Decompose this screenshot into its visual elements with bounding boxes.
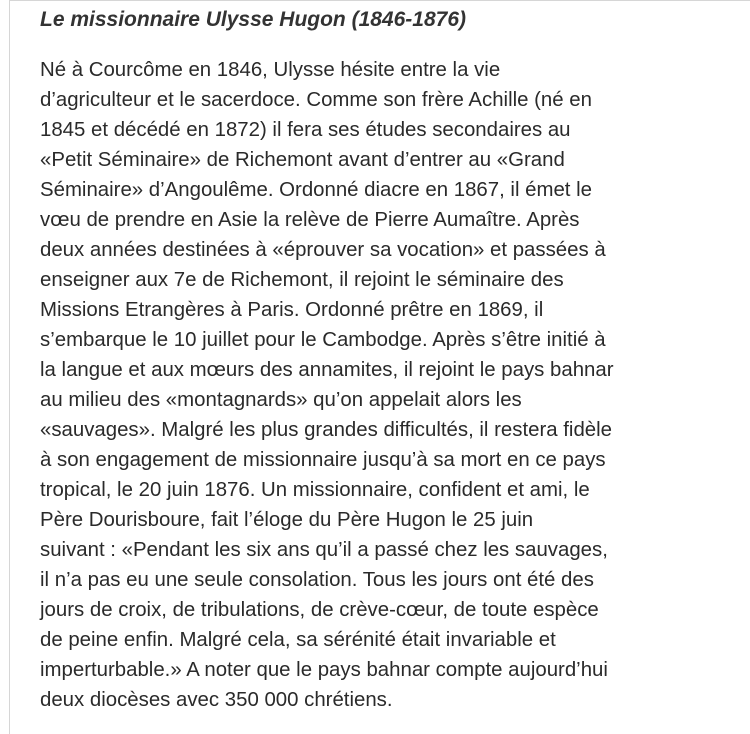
body-line: Missions Etrangères à Paris. Ordonné prêtre en 1869, il	[40, 299, 544, 321]
body-line: suivant : «Pendant les six ans qu’il a passé chez les sauvages,	[40, 539, 608, 561]
body-line: de peine enfin. Malgré cela, sa sérénité était invariable et	[40, 629, 556, 651]
body-line: Séminaire» d’Angoulême. Ordonné diacre en 1867, il émet le	[40, 179, 593, 201]
body-line: au milieu des «montagnards» qu’on appelait alors les	[40, 389, 522, 411]
article-title: Le missionnaire Ulysse Hugon (1846-1876)	[40, 8, 466, 31]
body-line: Père Dourisboure, fait l’éloge du Père Hugon le 25 juin	[40, 509, 534, 531]
body-line: deux années destinées à «éprouver sa vocation» et passées à	[40, 239, 606, 261]
body-line: Né à Courcôme en 1846, Ulysse hésite entre la vie	[40, 59, 501, 81]
body-line: la langue et aux mœurs des annamites, il rejoint le pays bahnar	[40, 359, 614, 381]
body-line: il n’a pas eu une seule consolation. Tous les jours ont été des	[40, 569, 594, 591]
body-line: enseigner aux 7e de Richemont, il rejoint le séminaire des	[40, 269, 564, 291]
body-line: jours de croix, de tribulations, de crève-cœur, de toute espèce	[40, 599, 599, 621]
body-line: deux diocèses avec 350 000 chrétiens.	[40, 689, 393, 711]
body-line: s’embarque le 10 juillet pour le Cambodge. Après s’être initié à	[40, 329, 606, 351]
body-line: tropical, le 20 juin 1876. Un missionnaire, confident et ami, le	[40, 479, 590, 501]
body-line: vœu de prendre en Asie la relève de Pierre Aumaître. Après	[40, 209, 580, 231]
article-body	[40, 55, 750, 715]
body-line: «Petit Séminaire» de Richemont avant d’entrer au «Grand	[40, 149, 565, 171]
body-line: imperturbable.» A noter que le pays bahnar compte aujourd’hui	[40, 659, 608, 681]
article-frame	[9, 0, 750, 734]
body-line: «sauvages». Malgré les plus grandes difficultés, il restera fidèle	[40, 419, 613, 441]
body-line: 1845 et décédé en 1872) il fera ses études secondaires au	[40, 119, 571, 141]
body-line: d’agriculteur et le sacerdoce. Comme son frère Achille (né en	[40, 89, 592, 111]
body-line: à son engagement de missionnaire jusqu’à sa mort en ce pays	[40, 449, 606, 471]
